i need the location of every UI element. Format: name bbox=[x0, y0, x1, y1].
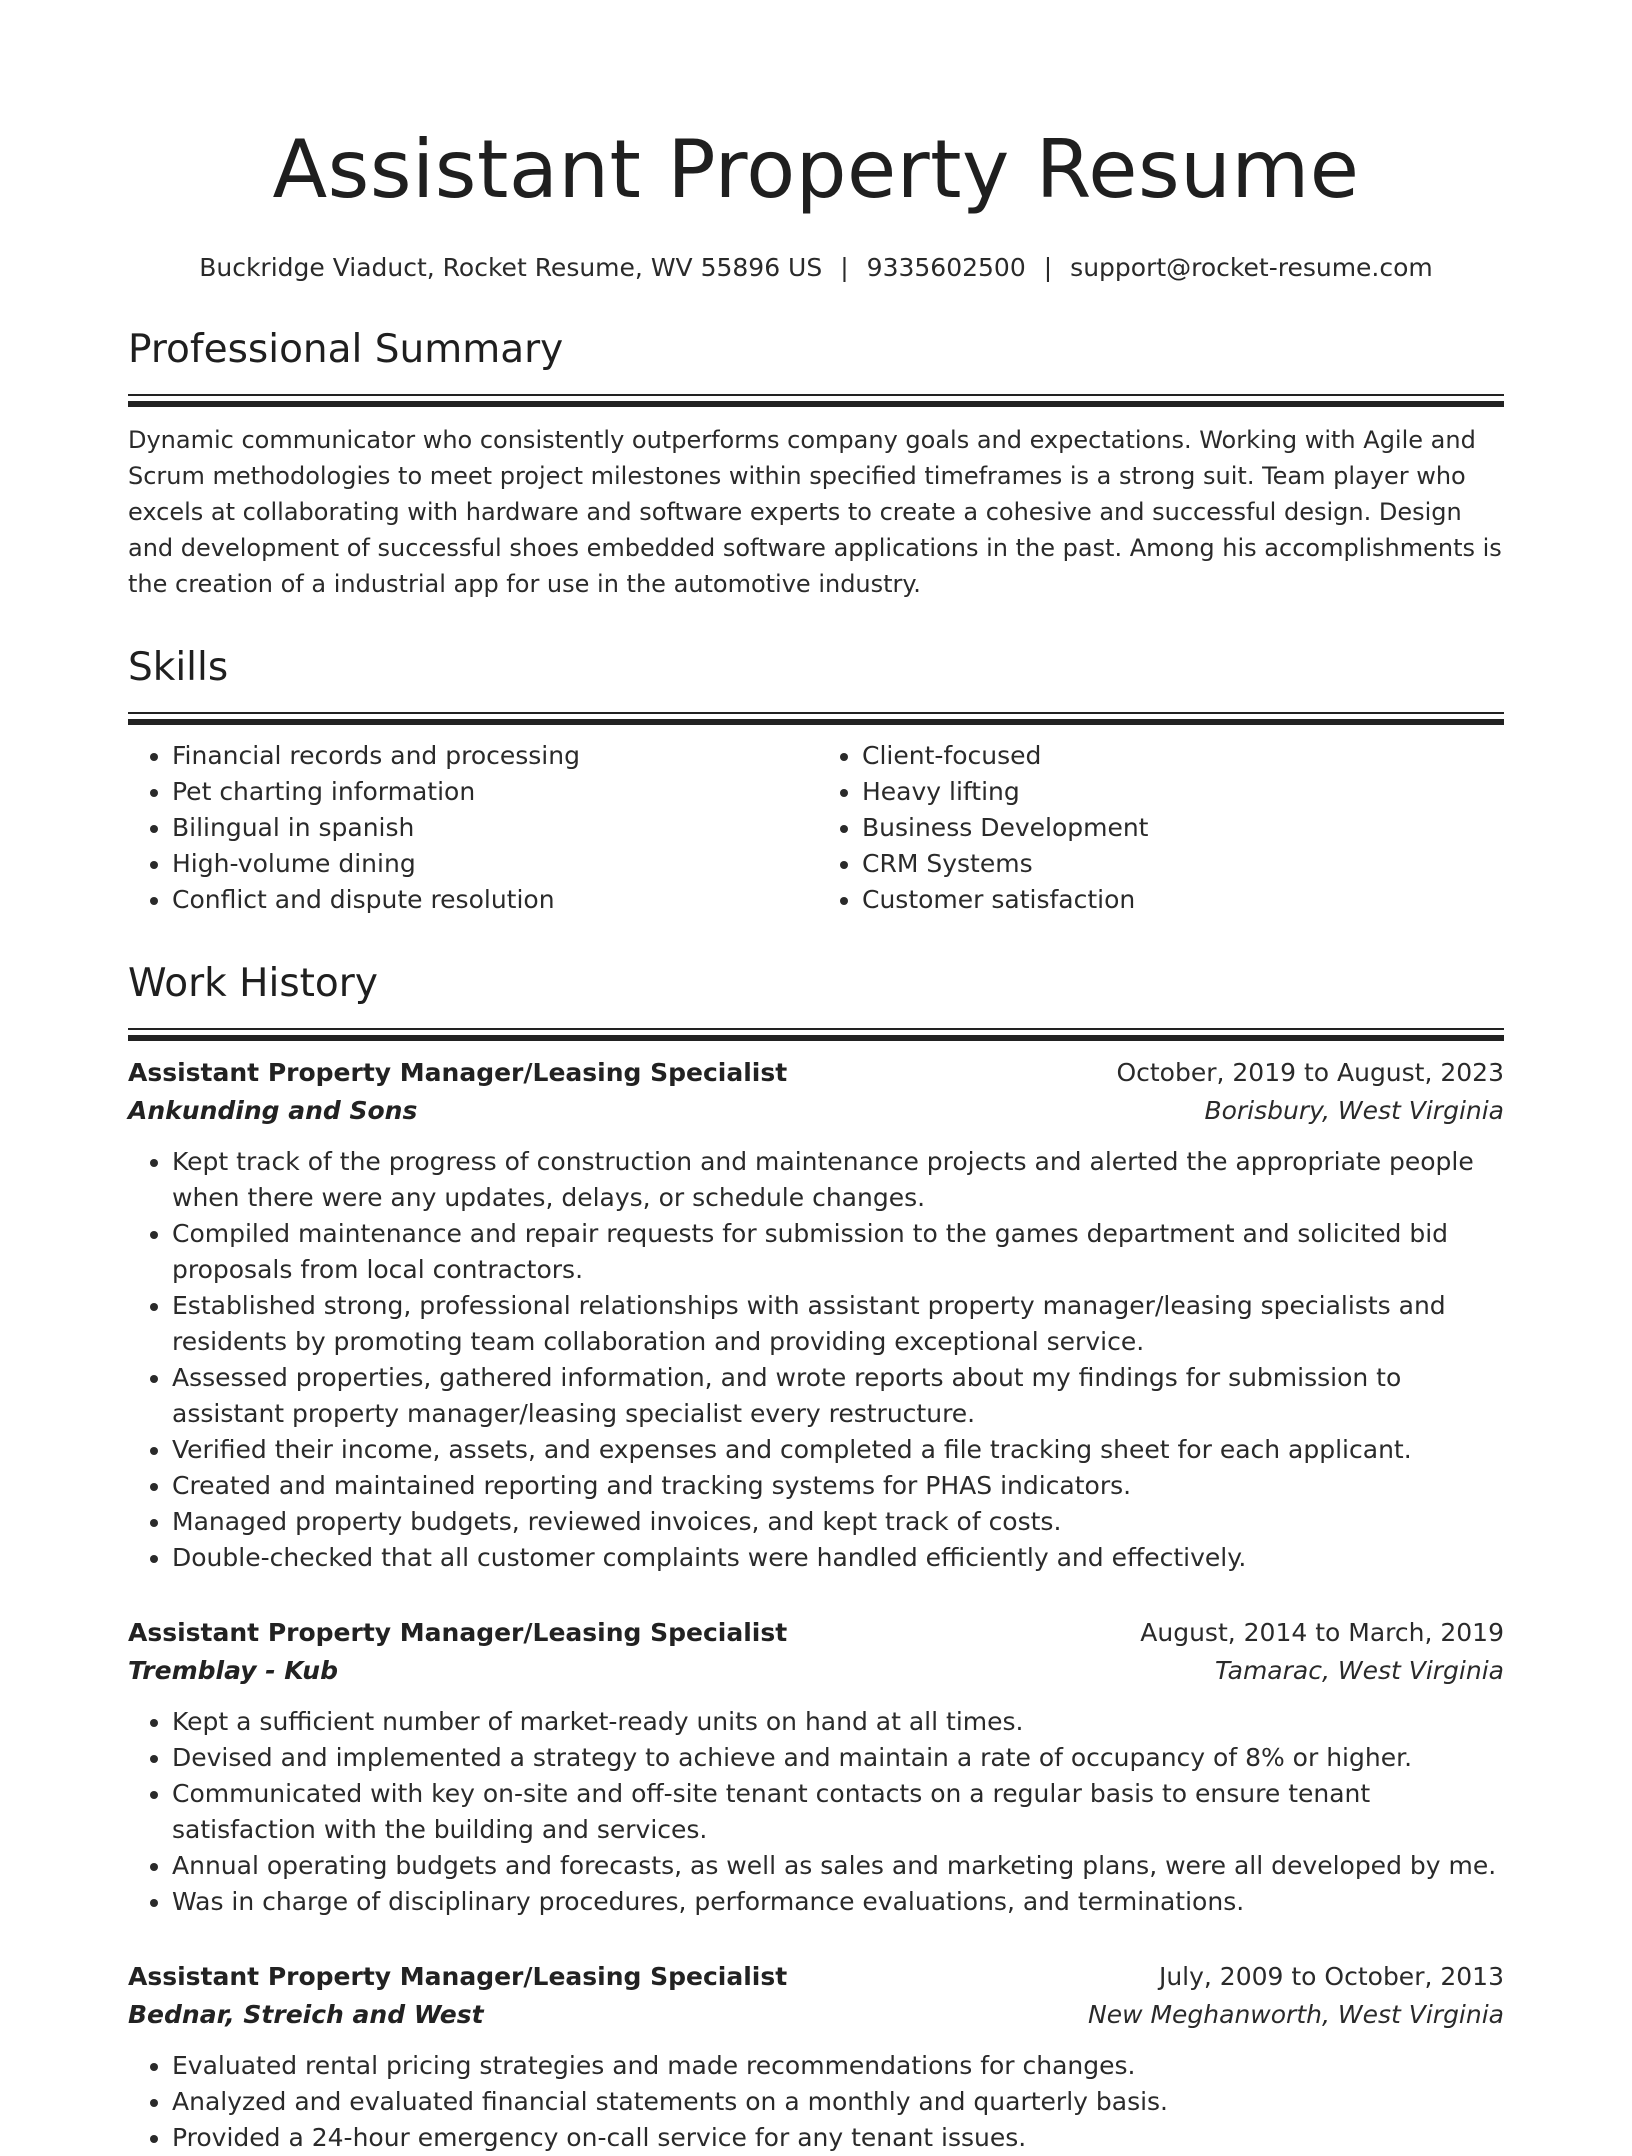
job-title: Assistant Property Manager/Leasing Specialist bbox=[128, 1618, 788, 1647]
skill-item: • Pet charting information bbox=[172, 774, 814, 810]
job-location: Tamarac, West Virginia bbox=[1214, 1656, 1504, 1685]
contact-phone: 9335602500 bbox=[866, 253, 1026, 282]
summary-section bbox=[128, 326, 1504, 602]
job-company-row bbox=[128, 1996, 1504, 2034]
resume-title: Assistant Property Resume bbox=[272, 123, 1360, 216]
job-entry bbox=[128, 1054, 1504, 1576]
job-company: Bednar, Streich and West bbox=[128, 2000, 484, 2029]
job-bullet: • Verified their income, assets, and expenses and completed a file tracking sheet for each applicant. bbox=[172, 1432, 1504, 1468]
skill-item: • Heavy lifting bbox=[862, 774, 1504, 810]
section-title-summary: Professional Summary bbox=[128, 327, 564, 372]
skill-item: • Customer satisfaction bbox=[862, 882, 1504, 918]
job-title: Assistant Property Manager/Leasing Specialist bbox=[128, 1058, 788, 1087]
section-divider bbox=[128, 1028, 1504, 1040]
contact-email: support@rocket-resume.com bbox=[1070, 253, 1433, 282]
job-bullet: • Devised and implemented a strategy to achieve and maintain a rate of occupancy of 8% or higher. bbox=[172, 1740, 1504, 1776]
job-bullet: • Assessed properties, gathered information, and wrote reports about my findings for submission to assistant property manager/leasing specialist every restructure. bbox=[172, 1360, 1504, 1432]
skill-item: • Bilingual in spanish bbox=[172, 810, 814, 846]
skills-list-right bbox=[814, 738, 1504, 918]
skill-item: • Business Development bbox=[862, 810, 1504, 846]
job-bullet: • Was in charge of disciplinary procedures, performance evaluations, and terminations. bbox=[172, 1884, 1504, 1920]
job-location: New Meghanworth, West Virginia bbox=[1088, 2000, 1504, 2029]
job-dates: October, 2019 to August, 2023 bbox=[1116, 1058, 1504, 1087]
job-company-row bbox=[128, 1652, 1504, 1690]
section-divider bbox=[128, 394, 1504, 406]
section-divider bbox=[128, 712, 1504, 724]
contact-separator: | bbox=[840, 253, 849, 282]
work-history-section bbox=[128, 960, 1504, 2156]
job-header-row bbox=[128, 1958, 1504, 1996]
job-bullet: • Communicated with key on-site and off-site tenant contacts on a regular basis to ensure tenant satisfaction with the building and services. bbox=[172, 1776, 1504, 1848]
job-bullet: • Analyzed and evaluated financial statements on a monthly and quarterly basis. bbox=[172, 2084, 1504, 2120]
job-entry bbox=[128, 1614, 1504, 1920]
skills-section bbox=[128, 644, 1504, 918]
job-bullets bbox=[128, 2048, 1504, 2156]
job-bullets bbox=[128, 1144, 1504, 1576]
contact-address: Buckridge Viaduct, Rocket Resume, WV 55896 US bbox=[199, 253, 823, 282]
job-bullet: • Kept a sufficient number of market-ready units on hand at all times. bbox=[172, 1704, 1504, 1740]
job-bullet: • Established strong, professional relationships with assistant property manager/leasing specialists and residents by promoting team collaboration and providing exceptional service. bbox=[172, 1288, 1504, 1360]
job-bullet: • Double-checked that all customer complaints were handled efficiently and effectively. bbox=[172, 1540, 1504, 1576]
job-bullet: • Kept track of the progress of construction and maintenance projects and alerted the appropriate people when there were any updates, delays, or schedule changes. bbox=[172, 1144, 1504, 1216]
summary-text: Dynamic communicator who consistently outperforms company goals and expectations. Working with Agile and Scrum methodologies to meet project milestones within specified timeframes is a strong suit. Team player who excels at collaborating with hardware and software experts to create a cohesive and successful design. Design and development of successful shoes embedded software applications in the past. Among his accomplishments is the creation of a industrial app for use in the automotive industry. bbox=[128, 426, 1502, 598]
skills-list-left bbox=[128, 738, 814, 918]
job-header-row bbox=[128, 1614, 1504, 1652]
contact-separator: | bbox=[1043, 253, 1053, 282]
job-bullets bbox=[128, 1704, 1504, 1920]
skill-item: • Conflict and dispute resolution bbox=[172, 882, 814, 918]
job-dates: July, 2009 to October, 2013 bbox=[1158, 1962, 1504, 1991]
section-title-skills: Skills bbox=[128, 645, 229, 690]
skill-item: • CRM Systems bbox=[862, 846, 1504, 882]
job-header-row bbox=[128, 1054, 1504, 1092]
contact-line bbox=[128, 252, 1504, 284]
job-company: Tremblay - Kub bbox=[128, 1656, 338, 1685]
job-company: Ankunding and Sons bbox=[128, 1096, 418, 1125]
job-entry bbox=[128, 1958, 1504, 2156]
skill-item: • Client-focused bbox=[862, 738, 1504, 774]
job-bullet: • Provided a 24-hour emergency on-call service for any tenant issues. bbox=[172, 2120, 1504, 2156]
section-title-work-history: Work History bbox=[128, 961, 378, 1006]
job-bullet: • Compiled maintenance and repair requests for submission to the games department and solicited bid proposals from local contractors. bbox=[172, 1216, 1504, 1288]
job-location: Borisbury, West Virginia bbox=[1204, 1096, 1504, 1125]
skills-columns bbox=[128, 738, 1504, 918]
job-bullet: • Annual operating budgets and forecasts, as well as sales and marketing plans, were all developed by me. bbox=[172, 1848, 1504, 1884]
job-bullet: • Evaluated rental pricing strategies and made recommendations for changes. bbox=[172, 2048, 1504, 2084]
job-dates: August, 2014 to March, 2019 bbox=[1140, 1618, 1504, 1647]
skill-item: • High-volume dining bbox=[172, 846, 814, 882]
job-bullet: • Created and maintained reporting and tracking systems for PHAS indicators. bbox=[172, 1468, 1504, 1504]
skill-item: • Financial records and processing bbox=[172, 738, 814, 774]
job-company-row bbox=[128, 1092, 1504, 1130]
job-title: Assistant Property Manager/Leasing Specialist bbox=[128, 1962, 788, 1991]
job-bullet: • Managed property budgets, reviewed invoices, and kept track of costs. bbox=[172, 1504, 1504, 1540]
